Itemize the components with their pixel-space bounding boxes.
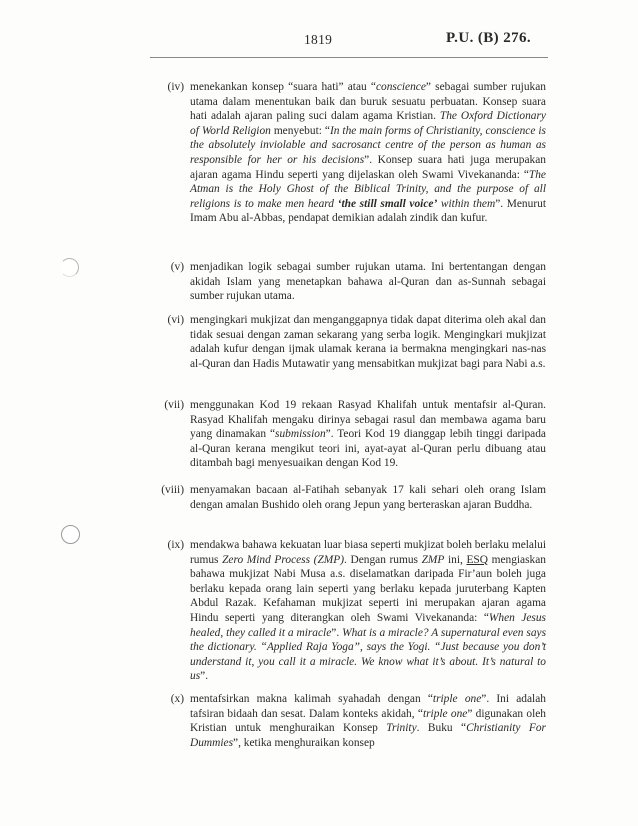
text-run: conscience (375, 81, 426, 93)
item-numeral: (vi) (167, 314, 184, 326)
item-numeral: (viii) (161, 484, 184, 496)
text-run: within them (437, 197, 496, 210)
text-run: When Jesus healed, they called it a miracle (190, 611, 546, 639)
text-run: Christianity For Dummies (190, 722, 546, 749)
text-run: ”. (331, 626, 343, 639)
text-run: ” digunakan oleh Kristian untuk menghuraikan Konsep (190, 707, 547, 735)
item-numeral: (iv) (167, 81, 184, 93)
text-run: ”. Menurut Imam Abu al-Abbas, pendapat demikian adalah zindik dan kufur. (190, 197, 546, 225)
text-run: submission (275, 428, 326, 441)
text-run: ESQ (466, 553, 488, 566)
item-text (190, 483, 546, 512)
punch-hole-middle (61, 525, 80, 544)
item-numeral: (vii) (164, 399, 184, 411)
item-text (190, 692, 546, 750)
text-run: . Dengan rumus (344, 553, 422, 566)
text-run: The Atman is the Holy Ghost of the Biblical Trinity, and the purpose of all religions is to make men heard (190, 168, 546, 210)
text-run: mengingkari mukjizat dan menganggapnya tidak dapat diterima oleh akal dan tidak sesuai dengan zaman sekarang yang serba logik. Mengingkari mukjizat adalah kufur dengan ijmak ulamak kerana ia bermakna mengingkari nas-nas al-Quran dan Hadis Mutawatir yang mensabitkan mukjizat bagi para Nabi a.s. (190, 314, 546, 370)
text-run: The Oxford Dictionary of World Religion (190, 110, 546, 137)
text-run: menyamakan bacaan al-Fatihah sebanyak 17 kali sehari oleh orang Islam dengan amalan Bushido oleh orang Jepun yang berteraskan ajaran Buddha. (190, 484, 546, 511)
text-run: . Buku “ (416, 722, 467, 735)
item-numeral: (x) (170, 693, 184, 705)
text-run: menjadikan logik sebagai sumber rujukan utama. Ini bertentangan dengan akidah Islam yang menetapkan bahawa al-Quran dan as-Sunnah sebagai sumber rujukan utama. (190, 261, 546, 303)
text-run: Zero Mind Process (ZMP) (222, 553, 345, 566)
item-text (190, 80, 546, 226)
text-run: ” sebagai sumber rujukan utama dalam menentukan baik dan buruk sesuatu perbuatan. Konsep suara hati adalah ajaran paling suci dalam agama Kristian. (190, 81, 546, 123)
item-numeral: (v) (170, 261, 184, 273)
item-numeral: (ix) (167, 539, 184, 551)
list-item-x (140, 692, 546, 750)
page-number: 1819 (304, 32, 333, 47)
text-run: mendakwa bahawa kekuatan luar biasa seperti mukjizat boleh berlaku melalui rumus (190, 539, 546, 566)
text-run: ”. (200, 670, 209, 683)
text-run: triple one (422, 707, 468, 720)
text-run: Trinity (386, 722, 417, 735)
item-text (190, 398, 546, 471)
header-divider (150, 57, 548, 58)
text-run: ‘the still small voice’ (337, 197, 438, 210)
text-run: mengiaskan bahawa mukjizat Nabi Musa a.s. diselamatkan daripada Fir’aun boleh juga berlaku kepada orang lain seperti yang berlaku kepada juruterbang Kapten Abdul Razak. Kefahaman mukjizat seperti ini merupakan ajaran agama Hindu seperti yang diterangkan oleh Swami Vivekananda: “ (190, 553, 546, 624)
text-run: In the main forms of Christianity, conscience is the absolutely inviolable and sacrosanct centre of the person as human as responsible for her or his decisions (190, 124, 546, 166)
text-run: triple one (432, 693, 482, 705)
text-run: ZMP (421, 553, 445, 566)
text-run: ”, ketika menghuraikan konsep (233, 736, 375, 749)
list-item-vi (140, 313, 546, 371)
text-run: mentafsirkan makna kalimah syahadah dengan “ (190, 693, 433, 705)
text-run: ”. Konsep suara hati juga merupakan ajaran agama Hindu seperti yang dijelaskan oleh Swami Vivekananda: “ (190, 153, 546, 181)
gazette-reference: P.U. (B) 276. (446, 30, 532, 46)
text-run: menyebut: “ (270, 124, 330, 137)
text-run: What is a miracle? A supernatural even says the dictionary. “Applied Raja Yoga”, says the Yogi. “Just because you don’t understand it, you call it a miracle. We know what it’s about. It’s natural to us (190, 626, 546, 683)
text-run: menggunakan Kod 19 rekaan Rasyad Khalifah untuk mentafsir al-Quran. Rasyad Khalifah mengaku dirinya sebagai rasul dan membawa agama baru yang dinamakan “ (190, 399, 546, 441)
text-run: ini, (444, 553, 467, 566)
list-item-v (140, 260, 546, 304)
list-item-ix (140, 538, 546, 684)
item-text (190, 538, 546, 684)
text-run: ”. Ini adalah tafsiran bidaah dan sesat. Dalam konteks akidah, “ (190, 693, 546, 720)
list-item-iv (140, 80, 546, 226)
item-text (190, 313, 546, 371)
item-text (190, 260, 546, 304)
list-item-vii (140, 398, 546, 471)
text-run: ”. Teori Kod 19 dianggap lebih tinggi daripada al-Quran kerana mengikut teori ini, ayat-ayat al-Quran perlu dibuang atau ditambah bagi menyesuaikan dengan Kod 19. (190, 428, 546, 470)
punch-hole-top (60, 258, 79, 277)
text-run: menekankan konsep “suara hati” atau “ (190, 81, 376, 93)
list-item-viii (140, 483, 546, 512)
